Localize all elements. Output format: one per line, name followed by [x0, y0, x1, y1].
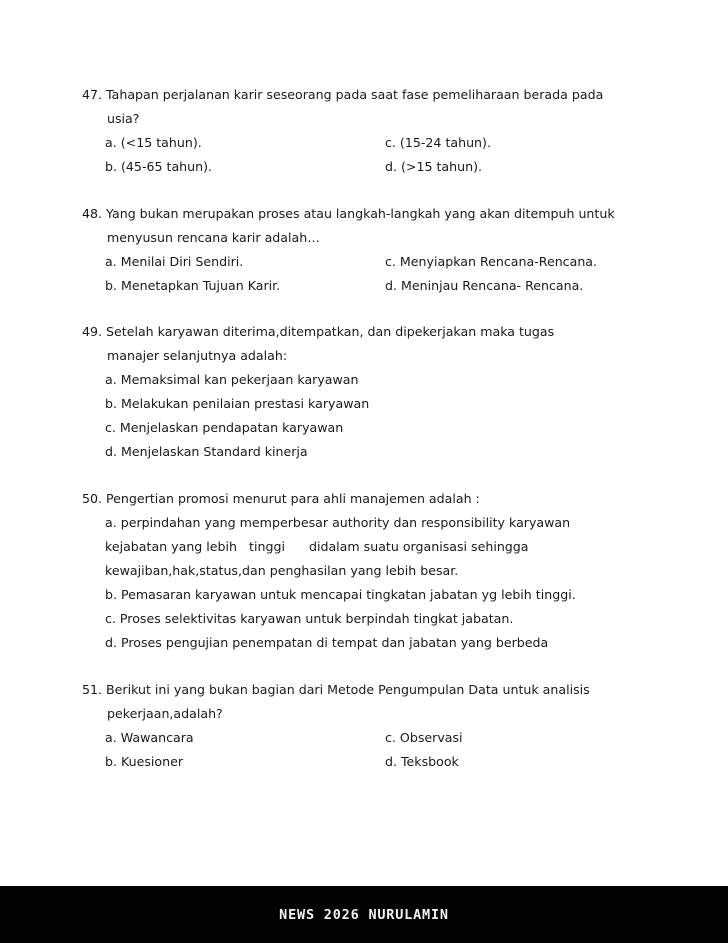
option-d: d. Proses pengujian penempatan di tempat dan jabatan yang berbeda — [105, 635, 549, 650]
option-a: a. (<15 tahun). — [105, 135, 202, 150]
option-a-continued: kewajiban,hak,status,dan penghasilan yang lebih besar. — [105, 563, 459, 578]
option-d: d. Menjelaskan Standard kinerja — [105, 444, 308, 459]
options-row — [82, 155, 682, 179]
question-text-continued: menyusun rencana karir adalah… — [107, 230, 320, 245]
option-a: a. Wawancara — [105, 730, 194, 745]
question-text: 47. Tahapan perjalanan karir seseorang pada saat fase pemeliharaan berada pada — [82, 87, 604, 102]
option-d: d. (>15 tahun). — [385, 159, 483, 174]
option-c: c. (15-24 tahun). — [385, 135, 491, 150]
options-row — [82, 750, 682, 774]
option-b: b. Pemasaran karyawan untuk mencapai tingkatan jabatan yg lebih tinggi. — [105, 587, 576, 602]
question-48 — [82, 202, 682, 298]
option-c: c. Observasi — [385, 730, 463, 745]
question-text-continued: pekerjaan,adalah? — [107, 706, 223, 721]
option-a: a. Memaksimal kan pekerjaan karyawan — [105, 372, 359, 387]
question-text: 51. Berikut ini yang bukan bagian dari Metode Pengumpulan Data untuk analisis — [82, 682, 590, 697]
option-a: a. Menilai Diri Sendiri. — [105, 254, 244, 269]
question-text-continued: manajer selanjutnya adalah: — [107, 348, 288, 363]
option-a: a. perpindahan yang memperbesar authority dan responsibility karyawan — [105, 515, 571, 530]
question-49 — [82, 320, 682, 464]
options-row — [82, 131, 682, 155]
option-b: b. Menetapkan Tujuan Karir. — [105, 278, 281, 293]
option-a-continued: kejabatan yang lebih tinggi didalam suatu organisasi sehingga — [105, 539, 529, 554]
footer-banner — [0, 886, 728, 943]
options-row — [82, 274, 682, 298]
question-text: 49. Setelah karyawan diterima,ditempatkan, dan dipekerjakan maka tugas — [82, 324, 555, 339]
option-d: d. Teksbook — [385, 754, 459, 769]
options-row — [82, 726, 682, 750]
option-c: c. Menjelaskan pendapatan karyawan — [105, 420, 344, 435]
option-b: b. (45-65 tahun). — [105, 159, 213, 174]
option-b: b. Melakukan penilaian prestasi karyawan — [105, 396, 370, 411]
option-d: d. Meninjau Rencana- Rencana. — [385, 278, 584, 293]
question-50 — [82, 487, 682, 655]
footer-text: NEWS 2026 NURULAMIN — [279, 906, 449, 923]
option-c: c. Proses selektivitas karyawan untuk berpindah tingkat jabatan. — [105, 611, 514, 626]
option-b: b. Kuesioner — [105, 754, 184, 769]
options-row — [82, 250, 682, 274]
question-text: 48. Yang bukan merupakan proses atau langkah-langkah yang akan ditempuh untuk — [82, 206, 615, 221]
question-text-continued: usia? — [107, 111, 140, 126]
question-47 — [82, 83, 682, 179]
question-text: 50. Pengertian promosi menurut para ahli manajemen adalah : — [82, 491, 480, 506]
option-c: c. Menyiapkan Rencana-Rencana. — [385, 254, 598, 269]
question-51 — [82, 678, 682, 774]
